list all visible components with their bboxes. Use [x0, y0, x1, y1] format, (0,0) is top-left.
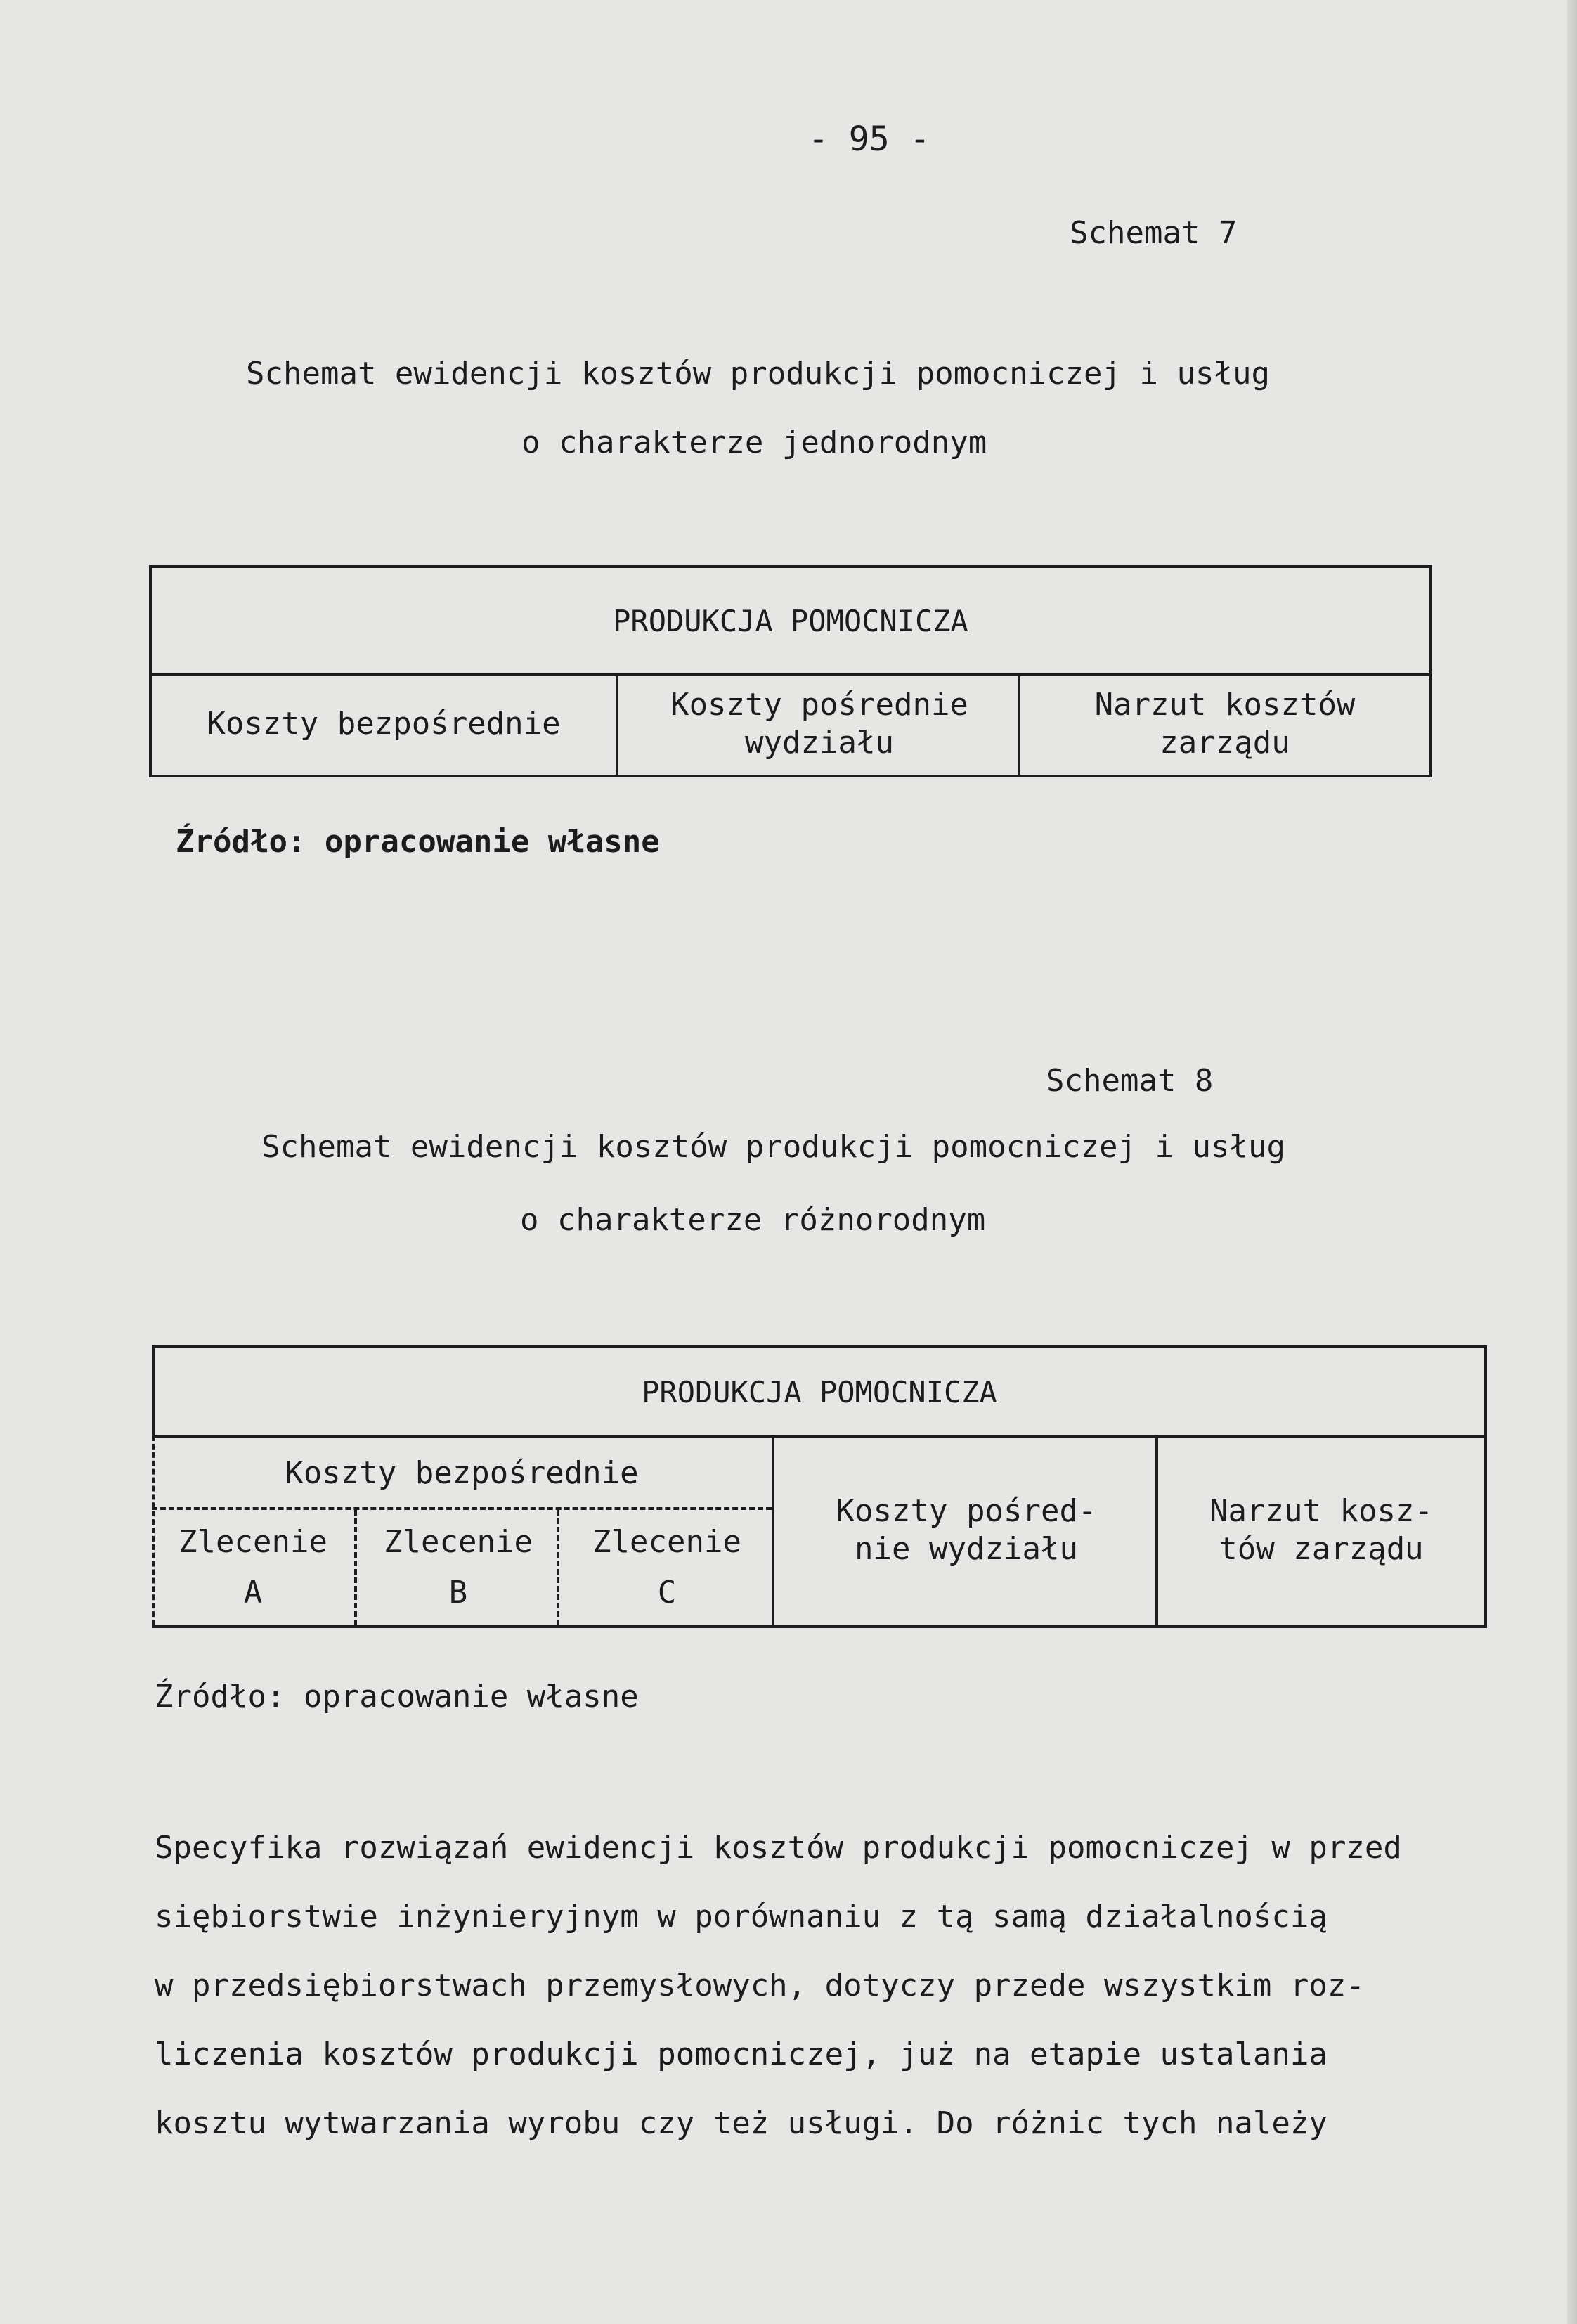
paragraph-line: w przedsiębiorstwach przemysłowych, dotyczy przede wszystkim roz- [155, 1968, 1365, 2003]
order-label: Zlecenie [179, 1524, 327, 1560]
paragraph-line: siębiorstwie inżynieryjnym w porównaniu z tą samą działalnością [155, 1899, 1328, 1935]
schemat-7-title-line1: Schemat ewidencji kosztów produkcji pomocniczej i usług [246, 356, 1270, 392]
schemat-8-title-line2: o charakterze różnorodnym [520, 1202, 986, 1238]
schemat-7-source: Źródło: opracowanie własne [176, 824, 660, 860]
schemat-7-title-line2: o charakterze jednorodnym [521, 425, 987, 460]
order-label: Zlecenie [592, 1524, 741, 1560]
table-header: PRODUKCJA POMOCNICZA [152, 1348, 1484, 1438]
order-label: Zlecenie [384, 1524, 533, 1560]
order-letter: C [657, 1575, 677, 1610]
schemat-8-table [152, 1345, 1487, 1628]
overhead-cell: Narzut kosz- tów zarządu [1155, 1435, 1484, 1625]
order-c-cell [557, 1510, 774, 1625]
schemat-7-label: Schemat 7 [1070, 215, 1238, 251]
paragraph-line: Specyfika rozwiązań ewidencji kosztów produkcji pomocniczej w przed [155, 1830, 1402, 1866]
schemat-7-table [149, 565, 1432, 777]
table-header: PRODUKCJA POMOCNICZA [152, 568, 1429, 676]
body-paragraph [155, 1814, 1567, 2158]
schemat-8-label: Schemat 8 [1046, 1063, 1214, 1099]
paragraph-line: kosztu wytwarzania wyrobu czy też usługi. Do różnic tych należy [155, 2105, 1328, 2141]
indirect-costs-cell: Koszty pośrednie wydziału [616, 673, 1020, 775]
page-edge [1567, 0, 1577, 2324]
order-a-cell [152, 1510, 354, 1625]
page-number: - 95 - [808, 120, 930, 159]
direct-costs-header: Koszty bezpośrednie [152, 1438, 772, 1510]
order-letter: B [448, 1575, 468, 1610]
schemat-8-source: Źródło: opracowanie własne [155, 1679, 639, 1715]
overhead-cell: Narzut kosztów zarządu [1018, 673, 1429, 775]
order-letter: A [243, 1575, 263, 1610]
direct-costs-cell: Koszty bezpośrednie [207, 706, 561, 742]
paragraph-line: liczenia kosztów produkcji pomocniczej, już na etapie ustalania [155, 2036, 1328, 2072]
indirect-costs-cell: Koszty pośred- nie wydziału [772, 1435, 1158, 1625]
schemat-8-title-line1: Schemat ewidencji kosztów produkcji pomocniczej i usług [261, 1129, 1285, 1165]
order-b-cell [354, 1510, 559, 1625]
